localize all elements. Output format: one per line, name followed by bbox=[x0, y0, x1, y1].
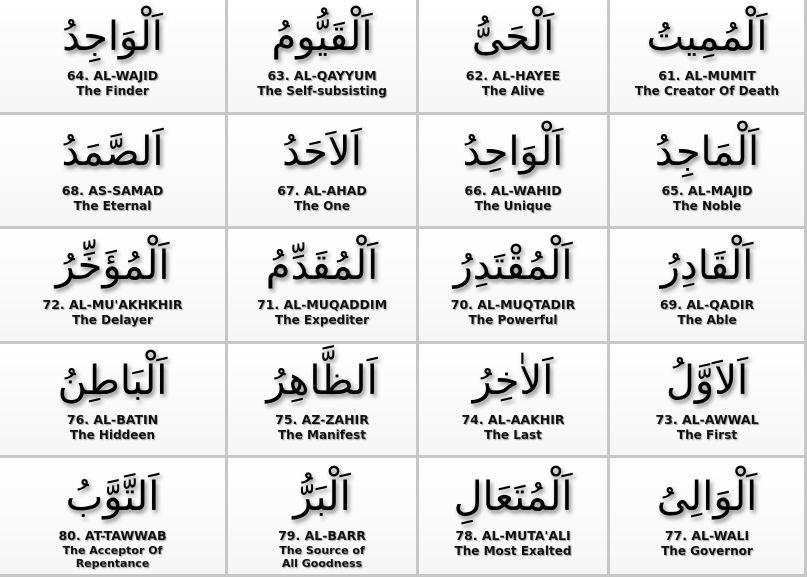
arabic-calligraphy: اَلْمَاجِدُ bbox=[654, 129, 760, 175]
meaning-label: The Delayer bbox=[72, 313, 153, 327]
arabic-calligraphy: اَلاَحَدُ bbox=[282, 129, 362, 175]
arabic-calligraphy: اَلْبَرُّ bbox=[293, 474, 351, 520]
name-card-77 bbox=[610, 458, 807, 577]
arabic-calligraphy: اَلْقَادِرُ bbox=[660, 243, 754, 289]
arabic-calligraphy: اَلْمُؤَخِّرُ bbox=[55, 243, 170, 289]
name-label: 76. AL-BATIN bbox=[66, 412, 159, 427]
name-label: 69. AL-QADIR bbox=[659, 297, 755, 312]
name-label: 62. AL-HAYEE bbox=[465, 68, 561, 83]
name-card-75 bbox=[228, 344, 419, 458]
name-label: 80. AT-TAWWAB bbox=[58, 528, 167, 543]
name-card-73 bbox=[610, 344, 807, 458]
arabic-calligraphy: اَلْمُمِيتُ bbox=[646, 14, 768, 60]
name-label: 66. AL-WAHID bbox=[464, 183, 562, 198]
name-card-67 bbox=[228, 115, 419, 229]
arabic-calligraphy: اَلاٰخِرُ bbox=[472, 358, 554, 404]
meaning-label-line1: The Acceptor Of bbox=[62, 544, 163, 557]
name-card-71 bbox=[228, 229, 419, 344]
meaning-label: The Unique bbox=[474, 199, 552, 213]
arabic-calligraphy: اَلْوَالِىُ bbox=[656, 474, 758, 520]
arabic-calligraphy: اَلظَّاهِرُ bbox=[266, 358, 378, 404]
name-card-62 bbox=[419, 0, 610, 115]
arabic-calligraphy: اَلصَّمَدُ bbox=[61, 129, 164, 175]
name-label: 77. AL-WALI bbox=[664, 528, 750, 543]
meaning-label: The Creator Of Death bbox=[634, 84, 780, 98]
arabic-calligraphy: اَلْمُقَدِّمُ bbox=[265, 243, 379, 289]
name-label: 74. AL-AAKHIR bbox=[461, 412, 565, 427]
meaning-label: The Eternal bbox=[73, 199, 152, 213]
arabic-calligraphy: اَلْقَيُّومُ bbox=[271, 14, 373, 60]
name-label: 67. AL-AHAD bbox=[277, 183, 367, 198]
name-card-66 bbox=[419, 115, 610, 229]
arabic-calligraphy: اَلاَوَّلُ bbox=[665, 358, 749, 404]
meaning-label: The Hiddeen bbox=[69, 428, 156, 442]
name-card-70 bbox=[419, 229, 610, 344]
arabic-calligraphy: اَلتَّوَّبُ bbox=[65, 474, 160, 520]
name-card-79 bbox=[228, 458, 419, 577]
name-label: 70. AL-MUQTADIR bbox=[450, 297, 576, 312]
name-card-76 bbox=[0, 344, 228, 458]
meaning-label: The First bbox=[676, 428, 738, 442]
arabic-calligraphy: اَلْحَىُّ bbox=[471, 14, 555, 60]
meaning-label: The Governor bbox=[661, 544, 753, 558]
name-card-72 bbox=[0, 229, 228, 344]
name-card-74 bbox=[419, 344, 610, 458]
name-label: 72. AL-MU'AKHKHIR bbox=[42, 297, 183, 312]
meaning-label: The Noble bbox=[672, 199, 742, 213]
meaning-label: The Able bbox=[677, 313, 737, 327]
meaning-label: The One bbox=[294, 199, 350, 213]
meaning-label-line2: Repentance bbox=[75, 557, 150, 570]
name-card-68 bbox=[0, 115, 228, 229]
name-label: 63. AL-QAYYUM bbox=[267, 68, 377, 83]
meaning-label: The Last bbox=[484, 428, 542, 442]
name-card-69 bbox=[610, 229, 807, 344]
name-card-80 bbox=[0, 458, 228, 577]
meaning-label: The Expediter bbox=[274, 313, 370, 327]
name-label: 61. AL-MUMIT bbox=[658, 68, 756, 83]
arabic-calligraphy: اَلْمُقْتَدِرُ bbox=[453, 243, 573, 289]
name-card-65 bbox=[610, 115, 807, 229]
name-card-78 bbox=[419, 458, 610, 577]
meaning-label-line1: The Source of bbox=[279, 544, 365, 557]
arabic-calligraphy: اَلْوَاحِدُ bbox=[462, 129, 564, 175]
name-label: 75. AZ-ZAHIR bbox=[275, 412, 369, 427]
name-card-61 bbox=[610, 0, 807, 115]
name-card-63 bbox=[228, 0, 419, 115]
name-label: 64. AL-WAJID bbox=[66, 68, 159, 83]
name-label: 78. AL-MUTA'ALI bbox=[455, 528, 571, 543]
meaning-label-line2: All Goodness bbox=[281, 557, 363, 570]
meaning-label: The Self-subsisting bbox=[257, 84, 387, 98]
name-label: 71. AL-MUQADDIM bbox=[256, 297, 388, 312]
name-label: 73. AL-AWWAL bbox=[655, 412, 759, 427]
name-label: 68. AS-SAMAD bbox=[61, 183, 164, 198]
arabic-calligraphy: اَلْوَاجِدُ bbox=[62, 14, 163, 60]
arabic-calligraphy: اَلْمُتَعَالِ bbox=[453, 474, 573, 520]
meaning-label: The Most Exalted bbox=[454, 544, 572, 558]
name-card-64 bbox=[0, 0, 228, 115]
meaning-label: The Finder bbox=[76, 84, 149, 98]
meaning-label: The Alive bbox=[481, 84, 545, 98]
meaning-label: The Manifest bbox=[278, 428, 366, 442]
name-label: 79. AL-BARR bbox=[278, 528, 366, 543]
arabic-calligraphy: اَلْبَاطِنُ bbox=[57, 358, 168, 404]
name-label: 65. AL-MAJID bbox=[661, 183, 753, 198]
meaning-label: The Powerful bbox=[468, 313, 558, 327]
